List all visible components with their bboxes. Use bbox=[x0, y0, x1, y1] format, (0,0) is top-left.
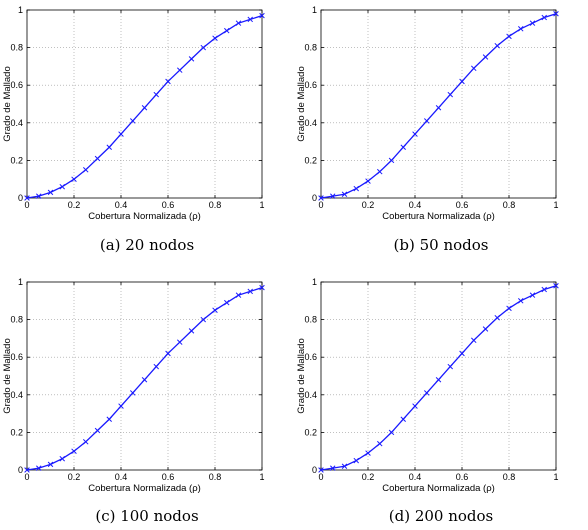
data-point-marker bbox=[95, 156, 100, 161]
x-tick-label: 0.8 bbox=[208, 200, 222, 210]
x-tick-label: 0.6 bbox=[455, 200, 469, 210]
data-point-marker bbox=[471, 66, 476, 71]
data-point-marker bbox=[448, 92, 453, 97]
x-tick-label: 1 bbox=[259, 200, 265, 210]
data-point-marker bbox=[518, 298, 523, 303]
x-tick-label: 0.6 bbox=[161, 200, 175, 210]
y-tick-label: 1 bbox=[311, 277, 317, 287]
data-point-marker bbox=[401, 417, 406, 422]
data-point-marker bbox=[495, 43, 500, 48]
x-tick-label: 0 bbox=[24, 200, 30, 210]
data-point-marker bbox=[154, 92, 159, 97]
y-tick-label: 0.8 bbox=[304, 42, 317, 53]
data-point-marker bbox=[366, 179, 371, 184]
y-axis-label: Grado de Mallado bbox=[2, 338, 13, 414]
data-point-marker bbox=[189, 56, 194, 61]
plot-frame bbox=[27, 282, 262, 470]
data-point-marker bbox=[224, 28, 229, 33]
x-tick-label: 0.4 bbox=[114, 472, 128, 482]
data-point-marker bbox=[142, 105, 147, 110]
data-point-marker bbox=[401, 145, 406, 150]
series-line bbox=[321, 14, 556, 198]
y-tick-label: 0.8 bbox=[304, 314, 317, 325]
x-tick-label: 0.2 bbox=[361, 200, 375, 210]
series-line bbox=[27, 288, 262, 470]
plot-frame bbox=[321, 10, 556, 198]
y-tick-label: 0 bbox=[17, 193, 23, 203]
series-line bbox=[321, 286, 556, 470]
y-tick-label: 0.4 bbox=[304, 117, 317, 128]
x-tick-label: 0.8 bbox=[502, 200, 516, 210]
data-point-marker bbox=[224, 300, 229, 305]
chart-panel-c bbox=[0, 272, 294, 530]
y-tick-label: 0.2 bbox=[10, 155, 23, 166]
data-point-marker bbox=[436, 377, 441, 382]
data-point-marker bbox=[107, 417, 112, 422]
chart-panel-b bbox=[294, 0, 588, 265]
caption-d: (d) 200 nodos bbox=[388, 507, 494, 525]
y-tick-label: 0.6 bbox=[304, 80, 317, 91]
y-tick-label: 0.8 bbox=[10, 314, 23, 325]
y-tick-label: 0.2 bbox=[304, 427, 317, 438]
x-tick-label: 0.2 bbox=[67, 200, 81, 210]
x-axis-label: Cobertura Normalizada (ρ) bbox=[88, 483, 201, 494]
x-tick-label: 0.6 bbox=[161, 472, 175, 482]
data-point-marker bbox=[60, 456, 65, 461]
y-tick-label: 1 bbox=[17, 5, 23, 15]
data-point-marker bbox=[377, 441, 382, 446]
data-point-marker bbox=[471, 338, 476, 343]
chart-panel-d bbox=[294, 272, 588, 530]
caption-c: (c) 100 nodos bbox=[95, 507, 199, 525]
data-point-marker bbox=[119, 404, 124, 409]
x-tick-label: 0.6 bbox=[455, 472, 469, 482]
data-point-marker bbox=[177, 340, 182, 345]
y-tick-label: 0.4 bbox=[304, 389, 317, 400]
y-tick-label: 1 bbox=[311, 5, 317, 15]
data-point-marker bbox=[448, 364, 453, 369]
data-point-marker bbox=[119, 132, 124, 137]
y-tick-label: 0.6 bbox=[10, 352, 23, 363]
x-tick-label: 0 bbox=[24, 472, 30, 482]
y-axis-label: Grado de Mallado bbox=[296, 66, 307, 142]
chart-a bbox=[0, 0, 294, 230]
x-axis-label: Cobertura Normalizada (ρ) bbox=[382, 483, 495, 494]
data-point-marker bbox=[483, 55, 488, 60]
series-line bbox=[27, 16, 262, 198]
data-point-marker bbox=[413, 404, 418, 409]
data-point-marker bbox=[107, 145, 112, 150]
x-tick-label: 1 bbox=[553, 200, 559, 210]
x-tick-label: 0.2 bbox=[67, 472, 81, 482]
x-tick-label: 0.4 bbox=[408, 472, 422, 482]
data-point-marker bbox=[530, 293, 535, 298]
x-tick-label: 0.4 bbox=[408, 200, 422, 210]
data-point-marker bbox=[377, 169, 382, 174]
y-tick-label: 1 bbox=[17, 277, 23, 287]
y-tick-label: 0.6 bbox=[10, 80, 23, 91]
x-tick-label: 0.4 bbox=[114, 200, 128, 210]
data-point-marker bbox=[177, 68, 182, 73]
y-tick-label: 0.4 bbox=[10, 117, 23, 128]
y-tick-label: 0.6 bbox=[304, 352, 317, 363]
x-tick-label: 0.8 bbox=[502, 472, 516, 482]
y-tick-label: 0.8 bbox=[10, 42, 23, 53]
x-axis-label: Cobertura Normalizada (ρ) bbox=[88, 211, 201, 222]
y-tick-label: 0.2 bbox=[304, 155, 317, 166]
y-tick-label: 0 bbox=[311, 193, 317, 203]
data-point-marker bbox=[95, 428, 100, 433]
data-point-marker bbox=[83, 439, 88, 444]
chart-panel-a bbox=[0, 0, 294, 265]
x-axis-label: Cobertura Normalizada (ρ) bbox=[382, 211, 495, 222]
x-tick-label: 0 bbox=[318, 200, 324, 210]
data-point-marker bbox=[60, 184, 65, 189]
y-tick-label: 0 bbox=[17, 465, 23, 475]
data-point-marker bbox=[354, 186, 359, 191]
data-point-marker bbox=[213, 308, 218, 313]
data-point-marker bbox=[483, 327, 488, 332]
data-point-marker bbox=[72, 177, 77, 182]
x-tick-label: 1 bbox=[259, 472, 265, 482]
data-point-marker bbox=[530, 21, 535, 26]
x-tick-label: 0 bbox=[318, 472, 324, 482]
x-tick-label: 1 bbox=[553, 472, 559, 482]
data-point-marker bbox=[154, 364, 159, 369]
data-point-marker bbox=[189, 328, 194, 333]
data-point-marker bbox=[495, 315, 500, 320]
x-tick-label: 0.8 bbox=[208, 472, 222, 482]
chart-b bbox=[294, 0, 588, 230]
caption-a: (a) 20 nodos bbox=[99, 236, 195, 254]
x-tick-label: 0.2 bbox=[361, 472, 375, 482]
data-point-marker bbox=[72, 449, 77, 454]
data-point-marker bbox=[413, 132, 418, 137]
data-point-marker bbox=[366, 451, 371, 456]
chart-c bbox=[0, 272, 294, 502]
data-point-marker bbox=[213, 36, 218, 41]
data-point-marker bbox=[436, 105, 441, 110]
data-point-marker bbox=[518, 26, 523, 31]
chart-d bbox=[294, 272, 588, 502]
y-axis-label: Grado de Mallado bbox=[2, 66, 13, 142]
data-point-marker bbox=[142, 377, 147, 382]
y-tick-label: 0.2 bbox=[10, 427, 23, 438]
y-tick-label: 0 bbox=[311, 465, 317, 475]
data-point-marker bbox=[354, 458, 359, 463]
plot-frame bbox=[321, 282, 556, 470]
plot-frame bbox=[27, 10, 262, 198]
y-axis-label: Grado de Mallado bbox=[296, 338, 307, 414]
y-tick-label: 0.4 bbox=[10, 389, 23, 400]
caption-b: (b) 50 nodos bbox=[393, 236, 489, 254]
data-point-marker bbox=[83, 167, 88, 172]
